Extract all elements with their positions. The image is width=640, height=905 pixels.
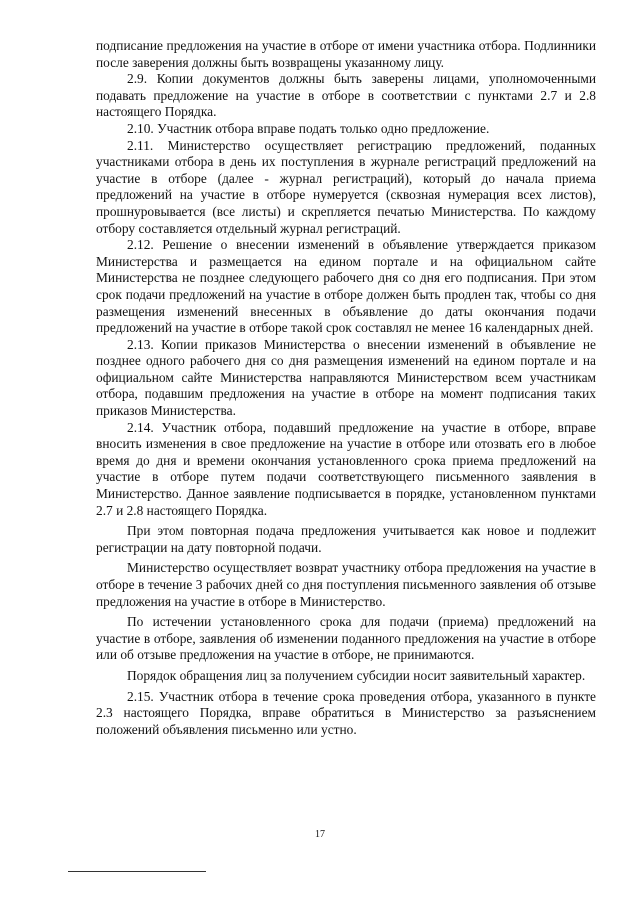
footer-rule [68,871,206,872]
paragraph-resubmission: При этом повторная подача предложения учитывается как новое и подлежит регистрации на дату повторной подачи. [96,523,596,555]
paragraph-procedure: Порядок обращения лиц за получением субсидии носит заявительный характер. [127,667,586,683]
paragraph-2-13: 2.13. Копии приказов Министерства о внесении изменений в объявление не позднее одного рабочего дня со дня размещения изменений на едином портале и на официальном сайте Министерства направляются Министерством всем участникам отбора, подавшим предложения на участие в отборе на момент подписания таких приказов Министерства. [96,336,596,419]
paragraph-2-11: 2.11. Министерство осуществляет регистрацию предложений, поданных участниками отбора в день их поступления в журнале регистраций предложений на участие в отборе (далее - журнал регистраций), который до начала приема предложений на участие в отборе нумеруется (сквозная нумерация всех листов), прошнуровывается (все листы) и скрепляется печатью Министерства. По каждому отбору составляется отдельный журнал регистраций. [96,137,596,236]
paragraph-2-10: 2.10. Участник отбора вправе подать только одно предложение. [127,120,490,136]
paragraph-continuation: подписание предложения на участие в отборе от имени участника отбора. Подлинники после заверения должны быть возвращены указанному лицу. [96,38,596,70]
paragraph-return: Министерство осуществляет возврат участнику отбора предложения на участие в отборе в течение 3 рабочих дней со дня поступления письменного заявления об отзыве предложения на участие в отборе в Министерство. [96,560,596,609]
paragraph-2-9: 2.9. Копии документов должны быть заверены лицами, уполномоченными подавать предложение на участие в отборе в соответствии с пунктами 2.7 и 2.8 настоящего Порядка. [96,71,596,120]
paragraph-2-12: 2.12. Решение о внесении изменений в объявление утверждается приказом Министерства и размещается на едином портале и на официальном сайте Министерства не позднее следующего рабочего дня со дня его подписания. При этом срок подачи предложений на участие в отборе должен быть продлен так, чтобы со дня размещения изменений внесенных в объявление до даты окончания подачи предложений на участие в отборе такой срок составлял не менее 16 календарных дней. [96,237,596,336]
paragraph-2-15: 2.15. Участник отбора в течение срока проведения отбора, указанного в пункте 2.3 настоящего Порядка, вправе обратиться в Министерство за разъяснением положений объявления письменно или устно. [96,688,596,737]
paragraph-deadline: По истечении установленного срока для подачи (приема) предложений на участие в отборе, заявления об изменении поданного предложения на участие в отборе или об отзыве предложения на участие в отборе, не принимаются. [96,614,596,663]
page-number: 17 [315,829,325,840]
paragraph-2-14: 2.14. Участник отбора, подавший предложение на участие в отборе, вправе вносить изменения в свое предложение на участие в отборе или отозвать его в любое время до дня и времени окончания установленного срока приема предложений на участие в отборе путем подачи соответствующего письменного заявления в Министерство. Данное заявление подписывается в порядке, установленном пунктами 2.7 и 2.8 настоящего Порядка. [96,419,596,518]
document-body [96,38,596,738]
